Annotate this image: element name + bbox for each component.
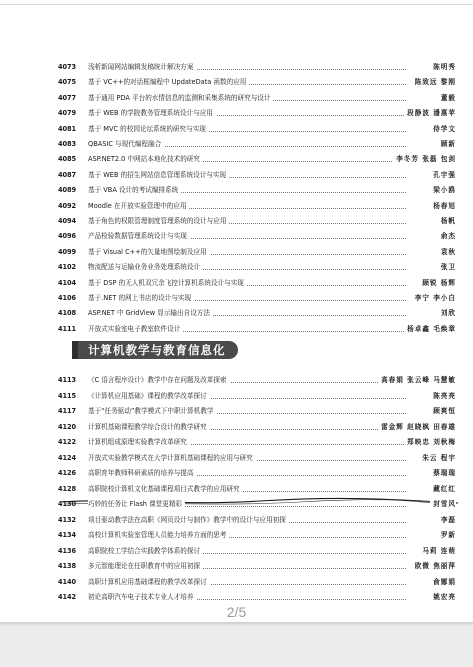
toc-entry-title: ASP.NET2.0 中网站本地化技术的研究 bbox=[88, 153, 203, 166]
toc-entry-number: 4130 bbox=[58, 500, 76, 508]
toc-entry bbox=[58, 390, 458, 403]
toc-entry-number: 4108 bbox=[58, 309, 76, 318]
toc-entry-title: 基于 DSP 的无人机双冗余飞控计算机系统设计与实现 bbox=[88, 277, 247, 290]
toc-entry-authors: 李磊 bbox=[438, 514, 456, 527]
toc-entry-title: 基于 VBA 设计的考试编排系统 bbox=[88, 184, 181, 197]
toc-entry-title: 多元智能理论在任职教育中的应用初探 bbox=[88, 560, 203, 573]
toc-entry-authors: 李宁 李小白 bbox=[412, 292, 456, 305]
toc-entry-title: 巧妙的任务让 Flash 课堂更精彩 bbox=[88, 498, 185, 511]
toc-entry-authors: 杨帆 bbox=[438, 215, 456, 228]
toc-entry bbox=[58, 467, 458, 480]
toc-entry-authors: 张卫 bbox=[438, 261, 456, 274]
toc-entry-authors: 罗新 bbox=[438, 529, 456, 542]
toc-entry bbox=[58, 591, 458, 604]
toc-entry-title: 基于 MVC 的校园论坛系统的研究与实现 bbox=[88, 123, 209, 136]
toc-entry-authors: 陈致远 黎刚 bbox=[412, 76, 456, 89]
toc-entry-number: 4077 bbox=[58, 93, 76, 102]
toc-entry-authors: 段静波 潘惠苹 bbox=[404, 107, 456, 120]
toc-entry-number: 4113 bbox=[58, 376, 76, 384]
toc-entry-number: 4134 bbox=[58, 531, 76, 539]
toc-entry-authors: 梁小鸥 bbox=[430, 184, 456, 197]
page-indicator: 2/5 bbox=[226, 604, 247, 620]
toc-entry-number: 4122 bbox=[58, 438, 76, 446]
toc-entry-title: 基于“任务驱动”教学模式下中职计算机教学 bbox=[88, 405, 217, 418]
toc-entry bbox=[58, 323, 458, 336]
toc-entry-authors: 欧微 焦丽萍 bbox=[412, 560, 456, 573]
toc-entry-authors: 高春娟 张云峰 马慧敏 bbox=[378, 374, 456, 387]
toc-entry-authors: 董毅 bbox=[438, 92, 456, 105]
toc-entry bbox=[58, 436, 458, 449]
toc-entry bbox=[58, 215, 458, 228]
toc-entry-title: 基于通用 PDA 平台的水情信息的监测和采集系统的研究与设计 bbox=[88, 92, 273, 105]
toc-entry-title: ASP.NET 中 GridView 显示输出自设方法 bbox=[88, 307, 213, 320]
toc-entry-number: 4142 bbox=[58, 593, 76, 601]
toc-entry-authors: 俞杰 bbox=[438, 230, 456, 243]
toc-entry bbox=[58, 514, 458, 527]
toc-entry-number: 4120 bbox=[58, 422, 76, 431]
toc-entry bbox=[58, 92, 458, 105]
toc-entry-number: 4092 bbox=[58, 201, 76, 210]
toc-entry-title: 开放式实验室电子教室软件设计 bbox=[88, 323, 183, 336]
toc-entry-title: 开放式实验教学模式在大学计算机基础课程的应用与研究 bbox=[88, 452, 256, 465]
toc-entry-title: 基于 Visual C++的矢量地图绘制及应用 bbox=[88, 246, 210, 259]
toc-entry bbox=[58, 123, 458, 136]
toc-entry-title: 浅析新闻网站编辑发稿统计解决方案 bbox=[88, 61, 197, 74]
toc-entry bbox=[58, 483, 458, 496]
toc-entry-authors: 郑映忠 刘秋梅 bbox=[404, 436, 456, 449]
toc-entry-authors: 藏红红 bbox=[430, 483, 456, 496]
toc-entry-title: 基于角色的权限管理制度管理系统的设计与应用 bbox=[88, 215, 229, 228]
toc-entry bbox=[58, 230, 458, 243]
toc-entry bbox=[58, 545, 458, 558]
toc-entry bbox=[58, 107, 458, 120]
toc-entry-title: Moodle 在开放实验管理中的应用 bbox=[88, 200, 189, 213]
toc-entry-number: 4087 bbox=[58, 170, 76, 179]
toc-entry-number: 4075 bbox=[58, 78, 76, 87]
toc-entry bbox=[58, 184, 458, 197]
toc-entry-number: 4079 bbox=[58, 109, 76, 118]
toc-entry-title: 项目驱动教学法在高职《网页设计与制作》教学中的设计与应用初探 bbox=[88, 514, 289, 527]
toc-entry-title: 初论高职汽车电子技术专业人才培养 bbox=[88, 591, 197, 604]
toc-entry-number: 4085 bbox=[58, 155, 76, 164]
toc-entry-title: 高职院校计算机文化基础课程项目式教学的应用研究 bbox=[88, 483, 243, 496]
toc-entry-title: 基于 VC++的对话框编程中 UpdateData 函数的应用 bbox=[88, 76, 249, 89]
toc-entry-number: 4102 bbox=[58, 263, 76, 272]
toc-entry-authors: 顾锐 杨辉 bbox=[419, 277, 456, 290]
toc-entry-number: 4099 bbox=[58, 247, 76, 256]
toc-entry-authors: 朱云 程宇 bbox=[419, 452, 456, 465]
toc-entry-number: 4083 bbox=[58, 140, 76, 148]
toc-entry-title: 物流配送与运输业务业务处理系统设计 bbox=[88, 261, 203, 274]
toc-entry-title: 《计算机应用基础》课程的教学改革探讨 bbox=[88, 390, 210, 403]
toc-entry bbox=[58, 246, 458, 259]
toc-entry-authors: 蔡瑞瑞 bbox=[430, 467, 456, 480]
toc-entry-authors: 孔宇强 bbox=[430, 169, 456, 182]
toc-entry bbox=[58, 200, 458, 213]
toc-entry-number: 4117 bbox=[58, 407, 76, 415]
toc-entry-title: 计算机基础课程教学综合设计的教学研究 bbox=[88, 421, 210, 434]
toc-entry-number: 4132 bbox=[58, 515, 76, 524]
toc-entry-number: 4106 bbox=[58, 294, 76, 302]
toc-entry-number: 4138 bbox=[58, 562, 76, 570]
toc-entry-number: 4136 bbox=[58, 546, 76, 555]
toc-entry bbox=[58, 76, 458, 89]
toc-entry-number: 4089 bbox=[58, 186, 76, 195]
toc-entry bbox=[58, 277, 458, 290]
toc-entry bbox=[58, 405, 458, 418]
toc-entry-authors: 杨春旭 bbox=[430, 200, 456, 213]
toc-entry-number: 4128 bbox=[58, 484, 76, 493]
toc-entry-authors: 顾新 bbox=[438, 138, 456, 151]
toc-entry-authors: 顾爽恒 bbox=[430, 405, 456, 418]
toc-entry-authors: 陈明秀 bbox=[430, 61, 456, 74]
toc-entry-number: 4094 bbox=[58, 217, 76, 225]
toc-entry-number: 4126 bbox=[58, 469, 76, 477]
toc-entry bbox=[58, 452, 458, 465]
toc-entry-title: 高职育年教师科研素质的培养与提高 bbox=[88, 467, 197, 480]
toc-entry-number: 4124 bbox=[58, 453, 76, 462]
toc-entry-title: 基于 WEB 的招生网站信息管理系统设计与实现 bbox=[88, 169, 229, 182]
toc-entry bbox=[58, 560, 458, 573]
toc-entry-authors: 陈亮亮 bbox=[430, 390, 456, 403]
toc-entry bbox=[58, 421, 458, 434]
toc-entry-number: 4115 bbox=[58, 391, 76, 400]
toc-entry bbox=[58, 153, 458, 166]
toc-entry-number: 4140 bbox=[58, 577, 76, 586]
section-heading: 计算机教学与教育信息化 bbox=[78, 341, 238, 359]
toc-entry-authors: 姚宏亮 bbox=[430, 591, 456, 604]
toc-entry-number: 4081 bbox=[58, 124, 76, 133]
toc-entry bbox=[58, 576, 458, 589]
toc-entry-authors: 刘欣 bbox=[438, 307, 456, 320]
toc-entry-number: 4096 bbox=[58, 232, 76, 241]
toc-entry bbox=[58, 261, 458, 274]
toc-entry bbox=[58, 61, 458, 74]
toc-entry-authors: 袁秋 bbox=[438, 246, 456, 259]
toc-entry-number: 4104 bbox=[58, 278, 76, 287]
page-top-rule bbox=[0, 4, 473, 5]
toc-entry-authors: 封雪风 bbox=[430, 498, 456, 511]
toc-entry bbox=[58, 374, 458, 387]
toc-entry-title: 计算机组成原理实验教学改革研究 bbox=[88, 436, 190, 449]
toc-entry bbox=[58, 307, 458, 320]
toc-entry-title: 产品检验数据管理系统设计与实现 bbox=[88, 230, 190, 243]
toc-entry-number: 4111 bbox=[58, 324, 76, 333]
toc-entry-authors: 杨卓鑫 毛焕章 bbox=[404, 323, 456, 336]
toc-entry-title: 高校计算机实验室管理人员能力培养方面的思考 bbox=[88, 529, 229, 542]
toc-entry-authors: 俞娜娟 bbox=[430, 576, 456, 589]
toc-entry bbox=[58, 292, 458, 305]
toc-entry bbox=[58, 169, 458, 182]
toc-entry-authors: 李冬芳 张磊 包剑 bbox=[393, 153, 456, 166]
toc-entry-authors: 雷金辉 赵晓枫 田春雄 bbox=[378, 421, 456, 434]
toc-entry bbox=[58, 529, 458, 542]
toc-entry-title: 《C 语言程序设计》教学中存在问题及改革探索 bbox=[88, 374, 230, 387]
toc-entry-authors: 马莉 连萌 bbox=[419, 545, 456, 558]
toc-entry-title: 基于.NET 的网上书店的设计与实现 bbox=[88, 292, 194, 305]
toc-entry-title: 高职计算机应用基础课程的教学改革探讨 bbox=[88, 576, 210, 589]
toc-entry-title: 高职院校工学结合实践教学体系的探讨 bbox=[88, 545, 203, 558]
toc-entry-title: 基于 WEB 的学院教务管理系统设计与应用 bbox=[88, 107, 216, 120]
toc-entry bbox=[58, 138, 458, 151]
toc-entry-number: 4073 bbox=[58, 63, 76, 71]
toc-entry-authors: 侍学文 bbox=[430, 123, 456, 136]
toc-entry-title: QBASIC 与现代编程融合 bbox=[88, 138, 164, 151]
